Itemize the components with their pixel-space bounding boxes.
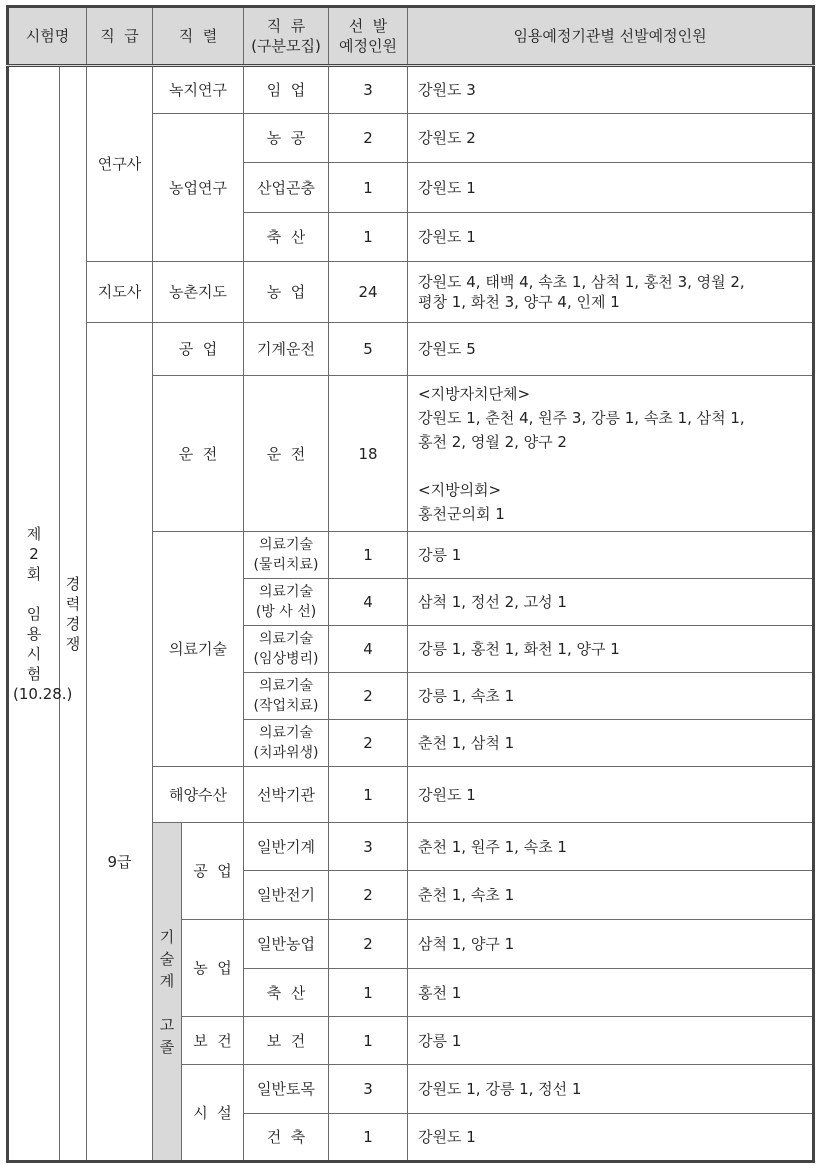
group-facility: 시 설 — [182, 1065, 244, 1162]
org-cell: 강원도 5 — [408, 323, 814, 376]
count-cell: 1 — [329, 213, 408, 262]
count-cell: 2 — [329, 114, 408, 163]
header-class: 직 류 (구분모집) — [244, 7, 329, 66]
org-cell: 춘천 1, 속초 1 — [408, 871, 814, 920]
count-cell: 3 — [329, 1065, 408, 1114]
class-cell: 의료기술 (임상병리) — [244, 626, 329, 673]
header-org: 임용예정기관별 선발예정인원 — [408, 7, 814, 66]
org-cell: 삼척 1, 양구 1 — [408, 920, 814, 969]
org-cell: 강원도 1 — [408, 213, 814, 262]
org-cell: 강릉 1, 속초 1 — [408, 673, 814, 720]
org-cell: 홍천 1 — [408, 969, 814, 1017]
series-medical: 의료기술 — [153, 532, 244, 767]
recruit-type: 경 력 경 쟁 — [60, 66, 87, 1162]
grade-researcher: 연구사 — [87, 66, 153, 262]
class-cell: 일반토목 — [244, 1065, 329, 1114]
class-cell: 일반전기 — [244, 871, 329, 920]
class-cell: 산업곤충 — [244, 163, 329, 213]
exam-name: 제 2 회 임 용 시 험 (10.28.) — [8, 66, 60, 1162]
org-cell: 삼척 1, 정선 2, 고성 1 — [408, 579, 814, 626]
org-cell: <지방자치단체> 강원도 1, 춘천 4, 원주 3, 강릉 1, 속초 1, 삼척 1, 홍천 2, 영월 2, 양구 2 <지방의회> 홍천군의회 1 — [408, 376, 814, 532]
series-driving: 운 전 — [153, 376, 244, 532]
org-cell: 강원도 1 — [408, 767, 814, 823]
count-cell: 2 — [329, 920, 408, 969]
org-cell: 춘천 1, 원주 1, 속초 1 — [408, 823, 814, 871]
org-cell: 강릉 1, 홍천 1, 화천 1, 양구 1 — [408, 626, 814, 673]
header-grade: 직 급 — [87, 7, 153, 66]
table-row — [8, 66, 814, 114]
count-cell: 2 — [329, 871, 408, 920]
class-cell: 운 전 — [244, 376, 329, 532]
header-count: 선 발 예정인원 — [329, 7, 408, 66]
count-cell: 1 — [329, 1114, 408, 1162]
group-health: 보 건 — [182, 1017, 244, 1065]
org-cell: 강원도 2 — [408, 114, 814, 163]
class-cell: 일반농업 — [244, 920, 329, 969]
header-row — [8, 7, 814, 66]
count-cell: 3 — [329, 823, 408, 871]
count-cell: 1 — [329, 163, 408, 213]
class-cell: 임 업 — [244, 66, 329, 114]
series-industry: 공 업 — [153, 323, 244, 376]
grade-instructor: 지도사 — [87, 262, 153, 323]
class-cell: 일반기계 — [244, 823, 329, 871]
grade-9: 9급 — [87, 323, 153, 1162]
header-series: 직 렬 — [153, 7, 244, 66]
class-cell: 농 공 — [244, 114, 329, 163]
org-cell: 강원도 1, 강릉 1, 정선 1 — [408, 1065, 814, 1114]
org-cell: 강원도 1 — [408, 163, 814, 213]
org-cell: 강원도 3 — [408, 66, 814, 114]
class-cell: 의료기술 (물리치료) — [244, 532, 329, 579]
count-cell: 24 — [329, 262, 408, 323]
class-cell: 건 축 — [244, 1114, 329, 1162]
count-cell: 1 — [329, 969, 408, 1017]
count-cell: 5 — [329, 323, 408, 376]
series-tech-hs: 기 술 계 고 졸 — [153, 823, 182, 1162]
class-cell: 축 산 — [244, 969, 329, 1017]
count-cell: 1 — [329, 532, 408, 579]
class-cell: 선박기관 — [244, 767, 329, 823]
count-cell: 2 — [329, 673, 408, 720]
class-cell: 농 업 — [244, 262, 329, 323]
series-forest-research: 녹지연구 — [153, 66, 244, 114]
org-cell: 강원도 4, 태백 4, 속초 1, 삼척 1, 홍천 3, 영월 2, 평창 1, 화천 3, 양구 4, 인제 1 — [408, 262, 814, 323]
org-cell: 강릉 1 — [408, 1017, 814, 1065]
series-rural-guidance: 농촌지도 — [153, 262, 244, 323]
class-cell: 기계운전 — [244, 323, 329, 376]
count-cell: 4 — [329, 579, 408, 626]
org-cell: 춘천 1, 삼척 1 — [408, 720, 814, 767]
count-cell: 4 — [329, 626, 408, 673]
class-cell: 의료기술 (치과위생) — [244, 720, 329, 767]
table-row — [8, 262, 814, 323]
count-cell: 3 — [329, 66, 408, 114]
org-cell: 강릉 1 — [408, 532, 814, 579]
count-cell: 1 — [329, 767, 408, 823]
group-industry: 공 업 — [182, 823, 244, 920]
class-cell: 의료기술 (방 사 선) — [244, 579, 329, 626]
group-agriculture: 농 업 — [182, 920, 244, 1017]
count-cell: 2 — [329, 720, 408, 767]
org-cell: 강원도 1 — [408, 1114, 814, 1162]
series-marine: 해양수산 — [153, 767, 244, 823]
header-exam: 시험명 — [8, 7, 87, 66]
table-row — [8, 323, 814, 376]
class-cell: 보 건 — [244, 1017, 329, 1065]
recruitment-table — [6, 5, 815, 1163]
series-agri-research: 농업연구 — [153, 114, 244, 262]
count-cell: 18 — [329, 376, 408, 532]
class-cell: 축 산 — [244, 213, 329, 262]
count-cell: 1 — [329, 1017, 408, 1065]
class-cell: 의료기술 (작업치료) — [244, 673, 329, 720]
